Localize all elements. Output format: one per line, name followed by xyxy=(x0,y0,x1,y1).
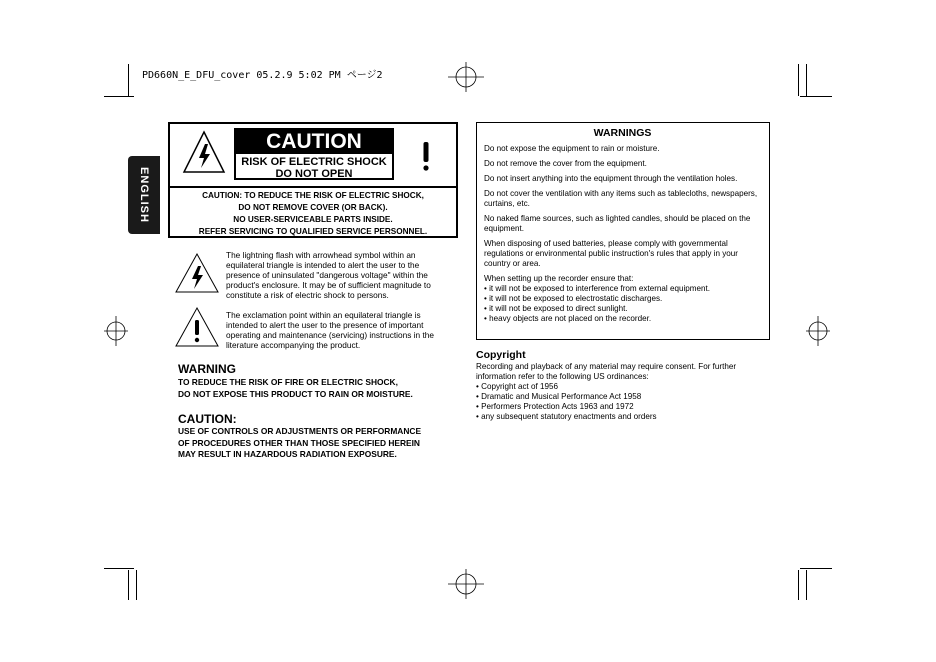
caution-instruction-line: REFER SERVICING TO QUALIFIED SERVICE PERSONNEL. xyxy=(198,227,428,236)
list-item: • it will not be exposed to direct sunlight. xyxy=(484,304,761,314)
caution-line: MAY RESULT IN HAZARDOUS RADIATION EXPOSURE. xyxy=(178,449,397,459)
language-label: ENGLISH xyxy=(138,167,150,223)
caution-text xyxy=(178,426,421,461)
copyright-heading: Copyright xyxy=(476,349,526,361)
list-item: • Copyright act of 1956 xyxy=(476,382,772,392)
warnings-title: WARNINGS xyxy=(593,127,652,139)
exclamation-explanation: The exclamation point within an equilateral triangle is intended to alert the user to the presence of important operating and maintenance (servicing) instructions in the literature accompanying the product. xyxy=(226,310,434,350)
lightning-warning-icon xyxy=(182,130,226,174)
warning-heading: WARNING xyxy=(178,362,236,376)
caution-instruction-line: DO NOT REMOVE COVER (OR BACK). xyxy=(238,203,388,212)
copyright-intro: Recording and playback of any material may require consent. For further information refer to the following US ordinances: xyxy=(476,362,737,381)
copyright-section xyxy=(476,362,772,422)
caution-subtitle-line: RISK OF ELECTRIC SHOCK xyxy=(241,156,387,168)
warnings-paragraph: Do not insert anything into the equipment through the ventilation holes. xyxy=(484,174,738,183)
language-tab xyxy=(128,156,160,234)
warnings-paragraph: Do not cover the ventilation with any items such as tablecloths, newspapers, curtains, etc. xyxy=(484,189,758,208)
caution-heading: CAUTION: xyxy=(178,412,237,426)
warning-text xyxy=(178,377,413,400)
ordinance-list xyxy=(476,382,772,422)
warnings-paragraph: Do not expose the equipment to rain or moisture. xyxy=(484,144,660,153)
setup-list xyxy=(484,284,761,324)
warnings-paragraph: No naked flame sources, such as lighted candles, should be placed on the equipment. xyxy=(484,214,751,233)
warning-line: TO REDUCE THE RISK OF FIRE OR ELECTRIC SHOCK, xyxy=(178,377,398,387)
warnings-paragraph: Do not remove the cover from the equipment. xyxy=(484,159,647,168)
warnings-paragraph: When disposing of used batteries, please comply with governmental regulations or environmental public instruction's rules that apply in your country or area. xyxy=(484,239,738,268)
lightning-triangle-icon xyxy=(174,252,220,294)
exclamation-icon xyxy=(404,130,448,174)
caution-label-top xyxy=(170,124,456,188)
caution-instructions xyxy=(170,188,456,238)
caution-title: CAUTION xyxy=(236,130,392,154)
caution-subtitle xyxy=(236,154,392,180)
caution-subtitle-line: DO NOT OPEN xyxy=(275,168,353,180)
list-item: • it will not be exposed to electrostatic discharges. xyxy=(484,294,761,304)
setup-intro: When setting up the recorder ensure that: xyxy=(484,274,634,283)
caution-instruction-line: NO USER-SERVICEABLE PARTS INSIDE. xyxy=(233,215,393,224)
caution-line: USE OF CONTROLS OR ADJUSTMENTS OR PERFORMANCE xyxy=(178,426,422,436)
exclamation-triangle-icon xyxy=(174,306,220,348)
caution-line: OF PROCEDURES OTHER THAN THOSE SPECIFIED HEREIN xyxy=(178,437,420,448)
list-item: • Performers Protection Acts 1963 and 1972 xyxy=(476,402,772,412)
file-header: PD660N_E_DFU_cover 05.2.9 5:02 PM ページ2 xyxy=(142,70,383,81)
list-item: • it will not be exposed to interference from external equipment. xyxy=(484,284,761,294)
caution-banner xyxy=(234,128,394,180)
list-item: • heavy objects are not placed on the recorder. xyxy=(484,314,761,324)
warning-line: DO NOT EXPOSE THIS PRODUCT TO RAIN OR MOISTURE. xyxy=(178,388,413,399)
caution-label xyxy=(168,122,458,238)
list-item: • any subsequent statutory enactments and orders xyxy=(476,412,772,422)
lightning-explanation: The lightning flash with arrowhead symbol within an equilateral triangle is intended to alert the user to the presence of uninsulated "dangerous voltage" within the product's enclosure. It may be of sufficient magnitude to constitute a risk of electric shock to persons. xyxy=(226,250,431,300)
caution-instruction-line: CAUTION: TO REDUCE THE RISK OF ELECTRIC SHOCK, xyxy=(202,191,424,200)
list-item: • Dramatic and Musical Performance Act 1958 xyxy=(476,392,772,402)
warnings-box xyxy=(476,122,770,340)
